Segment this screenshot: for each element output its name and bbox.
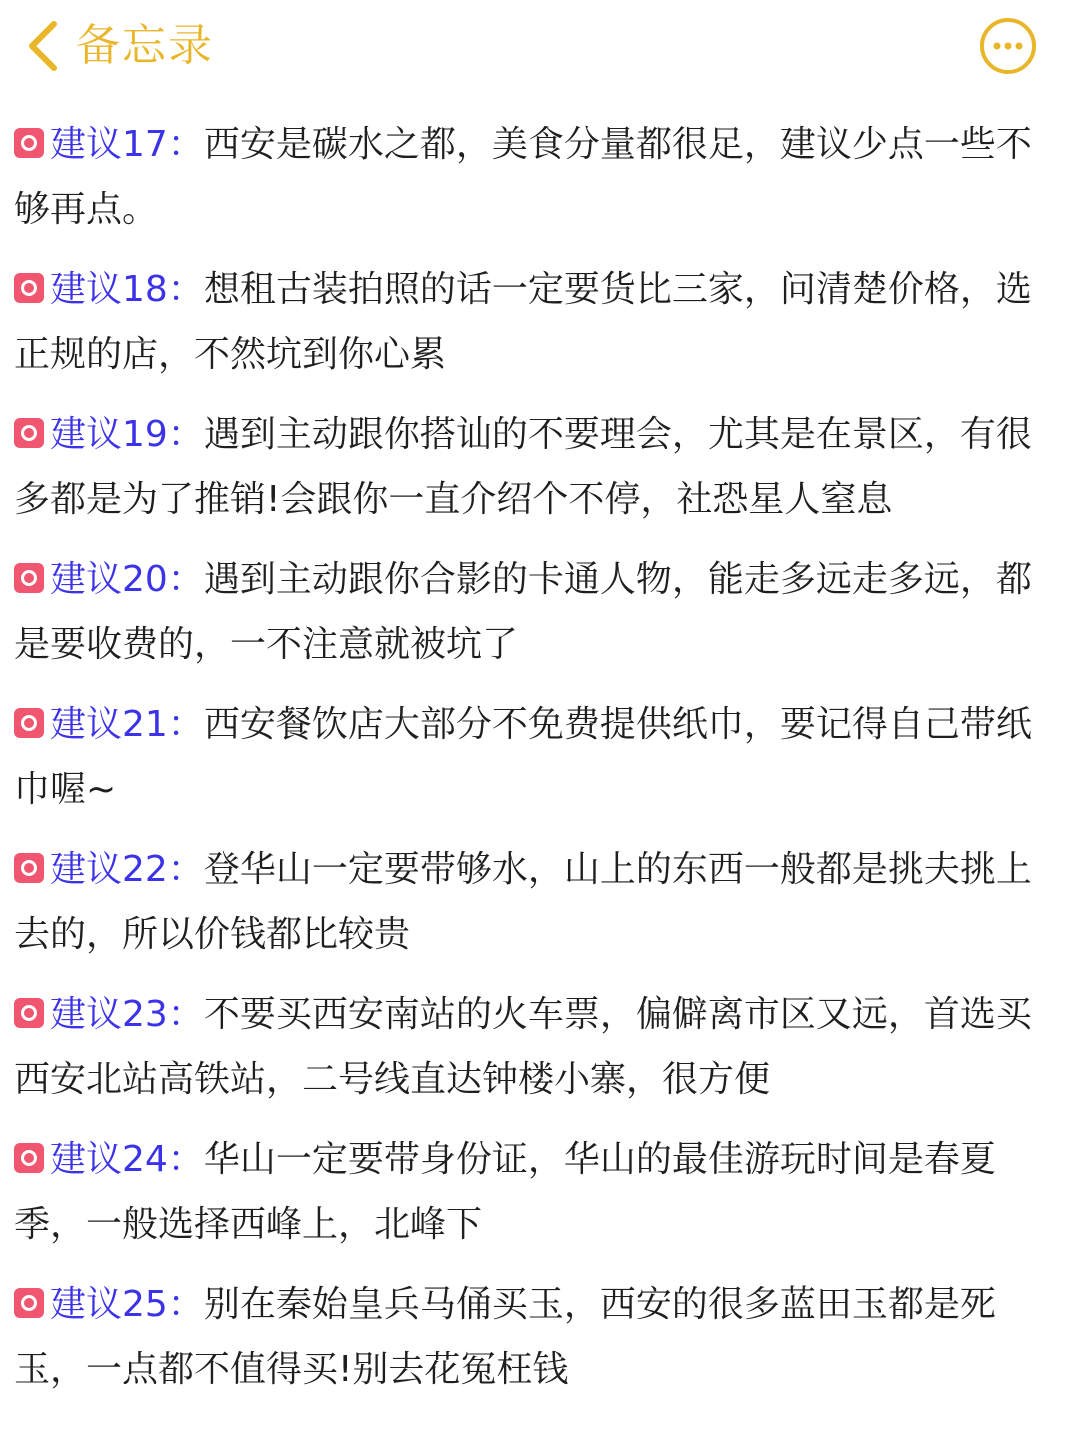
tip-label: 建议23： — [50, 994, 204, 1035]
tip-label: 建议22： — [50, 849, 204, 890]
record-icon — [14, 273, 44, 303]
tip-item — [14, 257, 1054, 387]
tip-label: 建议21： — [50, 704, 204, 745]
top-bar — [0, 0, 1080, 96]
tip-label: 建议19： — [50, 414, 204, 455]
more-options-icon — [978, 16, 1038, 76]
record-icon — [14, 563, 44, 593]
tip-text: 不要买西安南站的火车票，偏僻离市区又远，首选买西安北站高铁站，二号线直达钟楼小寨，很方便 — [14, 994, 1032, 1100]
record-icon — [14, 708, 44, 738]
record-icon — [14, 853, 44, 883]
tip-item — [14, 837, 1054, 967]
note-content[interactable] — [14, 112, 1054, 1417]
tip-item — [14, 1127, 1054, 1257]
chevron-left-icon — [24, 18, 60, 74]
tip-item — [14, 547, 1054, 677]
tip-item — [14, 692, 1054, 822]
tip-text: 遇到主动跟你合影的卡通人物，能走多远走多远，都是要收费的，一不注意就被坑了 — [14, 559, 1032, 665]
page-title: 备忘录 — [76, 20, 214, 71]
record-icon — [14, 418, 44, 448]
tip-text: 西安是碳水之都，美食分量都很足，建议少点一些不够再点。 — [14, 124, 1032, 230]
tip-text: 想租古装拍照的话一定要货比三家，问清楚价格，选正规的店，不然坑到你心累 — [14, 269, 1032, 375]
tip-label: 建议18： — [50, 269, 204, 310]
more-options-button[interactable] — [978, 16, 1038, 76]
record-icon — [14, 998, 44, 1028]
record-icon — [14, 1143, 44, 1173]
tip-label: 建议25： — [50, 1284, 204, 1325]
back-button[interactable] — [24, 14, 254, 78]
tip-label: 建议24： — [50, 1139, 204, 1180]
tip-item — [14, 112, 1054, 242]
tip-item — [14, 982, 1054, 1112]
record-icon — [14, 1288, 44, 1318]
tip-text: 登华山一定要带够水，山上的东西一般都是挑夫挑上去的，所以价钱都比较贵 — [14, 849, 1032, 955]
tip-label: 建议17： — [50, 124, 204, 165]
record-icon — [14, 128, 44, 158]
tip-text: 西安餐饮店大部分不免费提供纸巾，要记得自己带纸巾喔~ — [14, 704, 1032, 810]
tip-item — [14, 402, 1054, 532]
tip-text: 遇到主动跟你搭讪的不要理会，尤其是在景区，有很多都是为了推销!会跟你一直介绍个不停，社恐星人窒息 — [14, 414, 1032, 520]
tip-item — [14, 1272, 1054, 1402]
tip-label: 建议20： — [50, 559, 204, 600]
tip-text: 别在秦始皇兵马俑买玉，西安的很多蓝田玉都是死玉，一点都不值得买!别去花冤枉钱 — [14, 1284, 996, 1390]
tip-text: 华山一定要带身份证，华山的最佳游玩时间是春夏季，一般选择西峰上，北峰下 — [14, 1139, 996, 1245]
